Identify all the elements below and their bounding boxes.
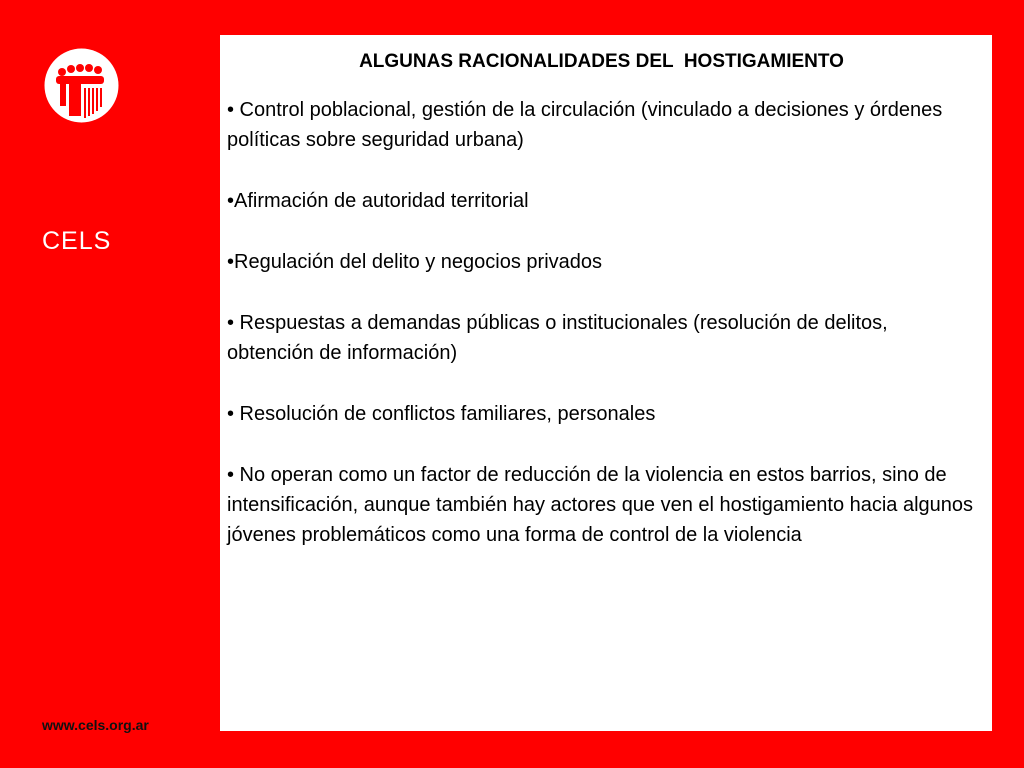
bullet-item: • Resolución de conflictos familiares, personales (227, 403, 656, 425)
slide-content-panel (220, 35, 992, 731)
bullet-item: • Control poblacional, gestión de la circulación (vinculado a decisiones y órdenes políticas sobre seguridad urbana) (227, 99, 943, 151)
bullet-item: • Respuestas a demandas públicas o institucionales (resolución de delitos, obtención de información) (227, 312, 888, 364)
bullet-item: • No operan como un factor de reducción de la violencia en estos barrios, sino de intensificación, aunque también hay actores que ven el hostigamiento hacia algunos jóvenes problemáticos como una forma de control de la violencia (227, 464, 974, 546)
bullet-item: •Afirmación de autoridad territorial (227, 190, 529, 212)
bullet-item: •Regulación del delito y negocios privados (227, 251, 603, 273)
cels-logo-icon (44, 48, 119, 123)
website-url[interactable]: www.cels.org.ar (42, 717, 149, 733)
slide-title: ALGUNAS RACIONALIDADES DEL HOSTIGAMIENTO (359, 51, 844, 72)
brand-name: CELS (42, 227, 112, 255)
